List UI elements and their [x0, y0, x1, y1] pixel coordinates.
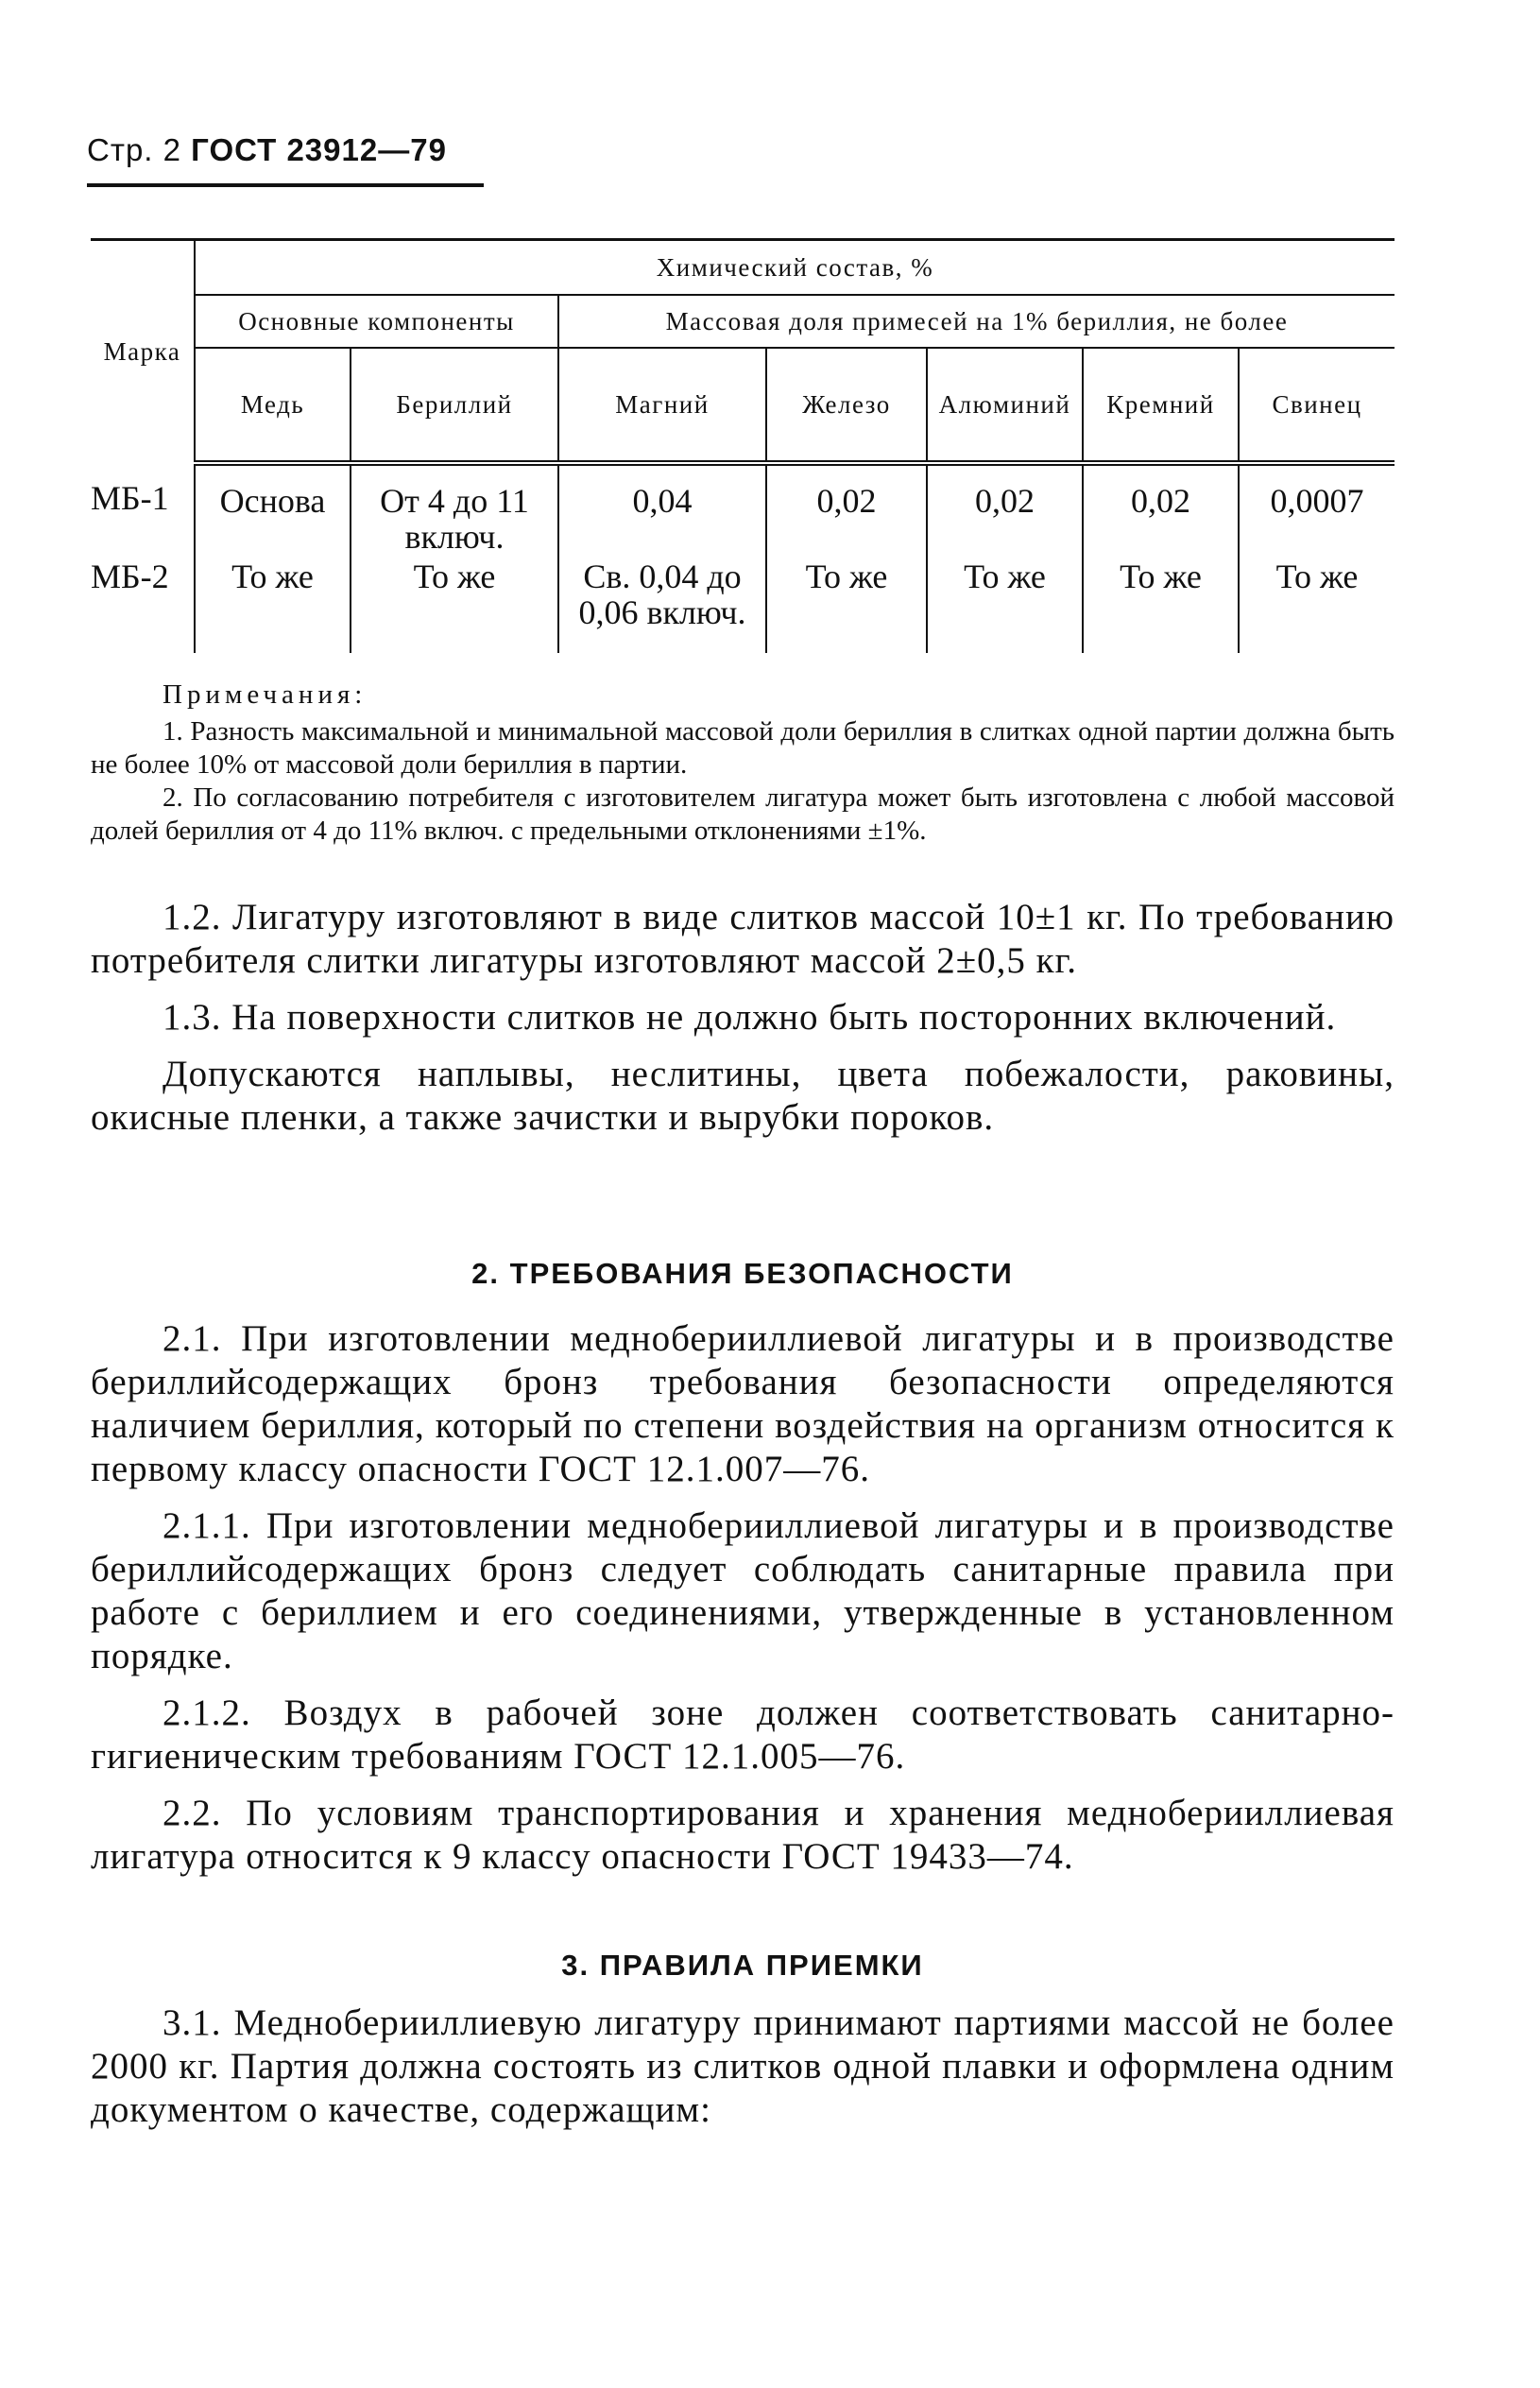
paragraph: 3.1. Медноберииллиевую лигатуру принимают партиями массой не более 2000 кг. Партия должна состоять из слитков одной плавки и оформлена одним документом о качестве, содержащим: [91, 2002, 1395, 2130]
table-row [91, 555, 1395, 653]
section2-text [91, 1317, 1395, 1892]
paragraph: Допускаются наплывы, неслитины, цвета побежалости, раковины, окисные пленки, а также зачистки и вырубки пороков. [91, 1054, 1395, 1138]
section3-text [91, 2001, 1395, 2145]
col-header-copper: Медь [195, 348, 351, 463]
table-notes [91, 679, 1395, 848]
page-label: Стр. 2 [87, 132, 181, 167]
section2-title: 2. ТРЕБОВАНИЯ БЕЗОПАСНОСТИ [471, 1257, 1014, 1290]
col-header-silicon: Кремний [1083, 348, 1239, 463]
col-header-iron: Железо [766, 348, 927, 463]
table-cell: 0,02 [1083, 463, 1239, 555]
impurities-header: Массовая доля примесей на 1% бериллия, не более [558, 295, 1395, 348]
col-header-aluminium: Алюминий [927, 348, 1083, 463]
table-cell: От 4 до 11 включ. [351, 463, 558, 555]
col-header-beryllium: Бериллий [351, 348, 558, 463]
paragraph: 1.2. Лигатуру изготовляют в виде слитков массой 10±1 кг. По требованию потребителя слитки лигатуры изготовляют массой 2±0,5 кг. [91, 897, 1395, 981]
composition-table [91, 238, 1395, 653]
table-cell: То же [1239, 555, 1395, 653]
paragraph: 1.3. На поверхности слитков не должно быть посторонних включений. [163, 997, 1337, 1038]
section1-text [91, 896, 1395, 1153]
table-row [91, 463, 1395, 555]
table-cell: 0,02 [927, 463, 1083, 555]
row-marka: МБ-1 [91, 479, 169, 517]
col-marka-header: Марка [91, 240, 195, 464]
table-cell: 0,0007 [1239, 463, 1395, 555]
notes-title: Примечания: [163, 679, 368, 710]
standard-number: ГОСТ 23912—79 [191, 132, 447, 167]
chemical-composition-header: Химический состав, % [195, 240, 1395, 296]
col-header-magnesium: Магний [558, 348, 766, 463]
header-rule [87, 183, 484, 187]
main-components-header: Основные компоненты [195, 295, 558, 348]
col-header-lead: Свинец [1239, 348, 1395, 463]
row-marka: МБ-2 [91, 558, 169, 595]
table-cell: То же [1083, 555, 1239, 653]
paragraph: 2.1.2. Воздух в рабочей зоне должен соответствовать санитарно-гигиеническим требованиям ГОСТ 12.1.005—76. [91, 1692, 1395, 1777]
section3-title: 3. ПРАВИЛА ПРИЕМКИ [561, 1949, 924, 1982]
table-cell: То же [766, 555, 927, 653]
paragraph: 2.1. При изготовлении медноберииллиевой лигатуры и в производстве бериллийсодержащих бронз требования безопасности определяются наличием бериллия, который по степени воздействия на организм относится к первому классу опасности ГОСТ 12.1.007—76. [91, 1318, 1395, 1489]
table-cell: 0,02 [766, 463, 927, 555]
table-cell: То же [927, 555, 1083, 653]
table-cell: Основа [195, 463, 351, 555]
paragraph: 2.1.1. При изготовлении медноберииллиевой лигатуры и в производстве бериллийсодержащих бронз следует соблюдать санитарные правила при работе с бериллием и его соединениями, утвержденные в установленном порядке. [91, 1505, 1395, 1676]
note-item: 1. Разность максимальной и минимальной массовой доли бериллия в слитках одной партии должна быть не более 10% от массовой доли бериллия в партии. [91, 716, 1395, 780]
paragraph: 2.2. По условиям транспортирования и хранения медноберииллиевая лигатура относится к 9 классу опасности ГОСТ 19433—74. [91, 1793, 1395, 1877]
note-item: 2. По согласованию потребителя с изготовителем лигатура может быть изготовлена с любой массовой долей бериллия от 4 до 11% включ. с предельными отклонениями ±1%. [91, 782, 1395, 846]
table-cell: То же [351, 555, 558, 653]
table-cell: То же [195, 555, 351, 653]
table-cell: 0,04 [558, 463, 766, 555]
page-header [87, 132, 447, 168]
table-cell: Св. 0,04 до 0,06 включ. [558, 555, 766, 653]
